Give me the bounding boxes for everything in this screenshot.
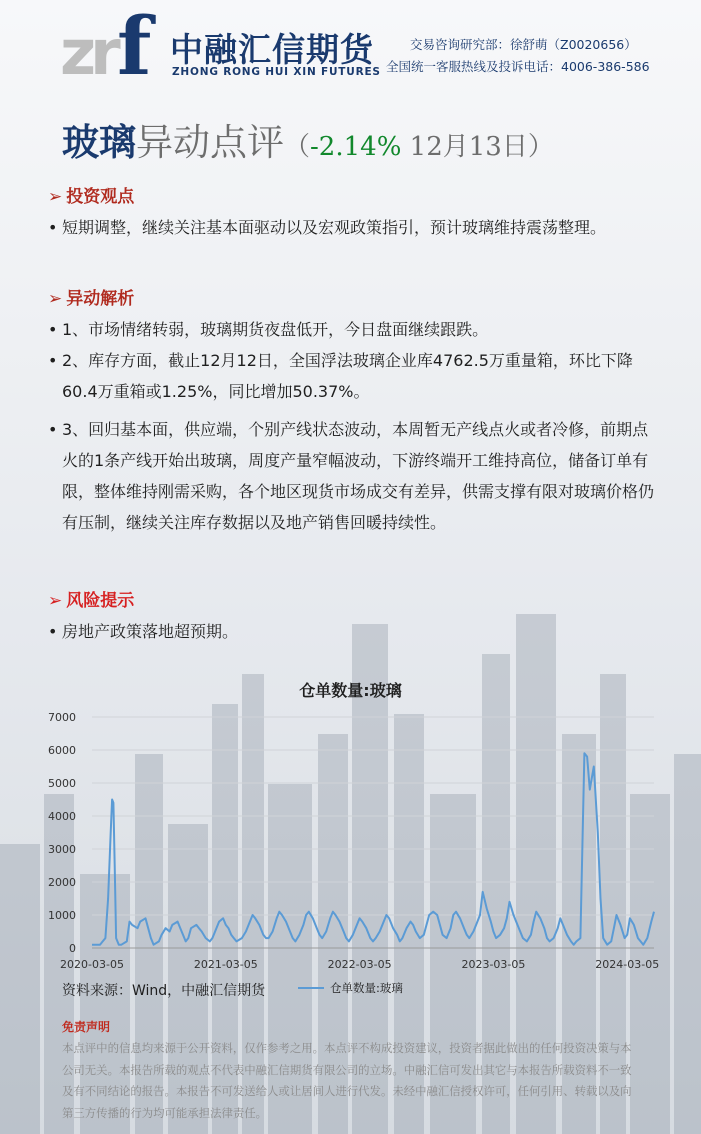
legend-label: 仓单数量:玻璃 [330,981,403,995]
title-paren: （ [284,132,311,162]
chart-legend [298,980,403,996]
y-tick-label: 3000 [48,843,76,856]
company-logo-mark: f [117,0,152,93]
section-investment-view [48,182,134,207]
x-tick-label: 2022-03-05 [327,958,392,971]
risk-paragraph [48,616,658,647]
brand-name-en: ZHONG RONG HUI XIN FUTURES [172,66,381,78]
chevron-right-icon: ➢ [48,591,63,611]
bullet-icon: • [48,320,58,339]
y-tick-label: 0 [69,942,76,955]
warehouse-receipts-chart [40,700,670,975]
analysis-item-1 [48,314,658,345]
section-analysis [48,284,134,309]
paragraph-text: 房地产政策落地超预期。 [62,622,239,641]
disclaimer-title: 免责声明 [62,1020,111,1034]
x-tick-label: 2021-03-05 [193,958,258,971]
analysis-item-2 [48,345,658,407]
x-tick-label: 2020-03-05 [60,958,124,971]
bullet-icon: • [48,351,58,370]
y-tick-label: 5000 [48,777,76,790]
paragraph-text: 2、库存方面，截止12月12日，全国浮法玻璃企业库4762.5万重量箱，环比下降60.4万重箱或1.25%，同比增加50.37%。 [62,351,633,401]
paragraph-text: 3、回归基本面，供应端，个别产线状态波动，本周暂无产线点火或者冷修，前期点火的1条产线开始出玻璃，周度产量窄幅波动，下游终端开工维持高位，储备订单有限，整体维持刚需采购，各个地区现货市场成交有差异，供需支撑有限对玻璃价格仍有压制，继续关注库存数据以及地产销售回暖持续性。 [62,420,655,532]
paragraph-text: 1、市场情绪转弱，玻璃期货夜盘低开，今日盘面继续跟跌。 [62,320,489,339]
bullet-icon: • [48,218,58,237]
title-type: 异动点评 [136,121,284,164]
disclaimer-text: 本点评中的信息均来源于公开资料，仅作参考之用。本点评不构成投资建议，投资者据此做出的任何投资决策与本公司无关。本报告所载的观点不代表中融汇信期货有限公司的立场。中融汇信可发出其它与本报告所载资料不一致及有不同结论的报告。本报告不可发送给人或让居间人进行代发。未经中融汇信授权许可，任何引用、转载以及向第三方传播的行为均可能承担法律责任。 [62,1041,632,1120]
brand-name-cn: 中融汇信期货 [170,30,374,69]
title-product: 玻璃 [62,120,136,164]
x-tick-label: 2023-03-05 [461,958,526,971]
section-title: 异动解析 [66,289,135,309]
chart-title: 仓单数量:玻璃 [299,681,402,700]
y-tick-label: 4000 [48,810,76,823]
y-tick-label: 6000 [48,744,76,757]
page-title [62,114,554,175]
bullet-icon: • [48,622,58,641]
legend-line-icon [298,987,324,989]
chevron-right-icon: ➢ [48,187,63,207]
bullet-icon: • [48,420,58,439]
paragraph-text: 短期调整，继续关注基本面驱动以及宏观政策指引，预计玻璃维持震荡整理。 [62,218,607,237]
y-tick-label: 1000 [48,909,76,922]
header [0,0,701,92]
section-title: 风险提示 [66,591,135,611]
section-title: 投资观点 [66,187,135,207]
investment-view-paragraph [48,212,658,243]
title-date: 12月13日） [401,132,554,162]
analyst-contact: 交易咨询研究部：徐舒萌（Z0020656） [410,37,637,52]
section-risk [48,586,134,611]
x-tick-label: 2024-03-05 [595,958,660,971]
analysis-item-3 [48,414,658,538]
hotline-contact: 全国统一客服热线及投诉电话：4006-386-586 [386,59,650,74]
chevron-right-icon: ➢ [48,289,63,309]
y-tick-label: 2000 [48,876,76,889]
title-change: -2.14% [310,132,402,162]
data-source: 资料来源：Wind，中融汇信期货 [62,983,266,999]
company-logo: zr [60,16,115,89]
y-tick-label: 7000 [48,711,76,724]
